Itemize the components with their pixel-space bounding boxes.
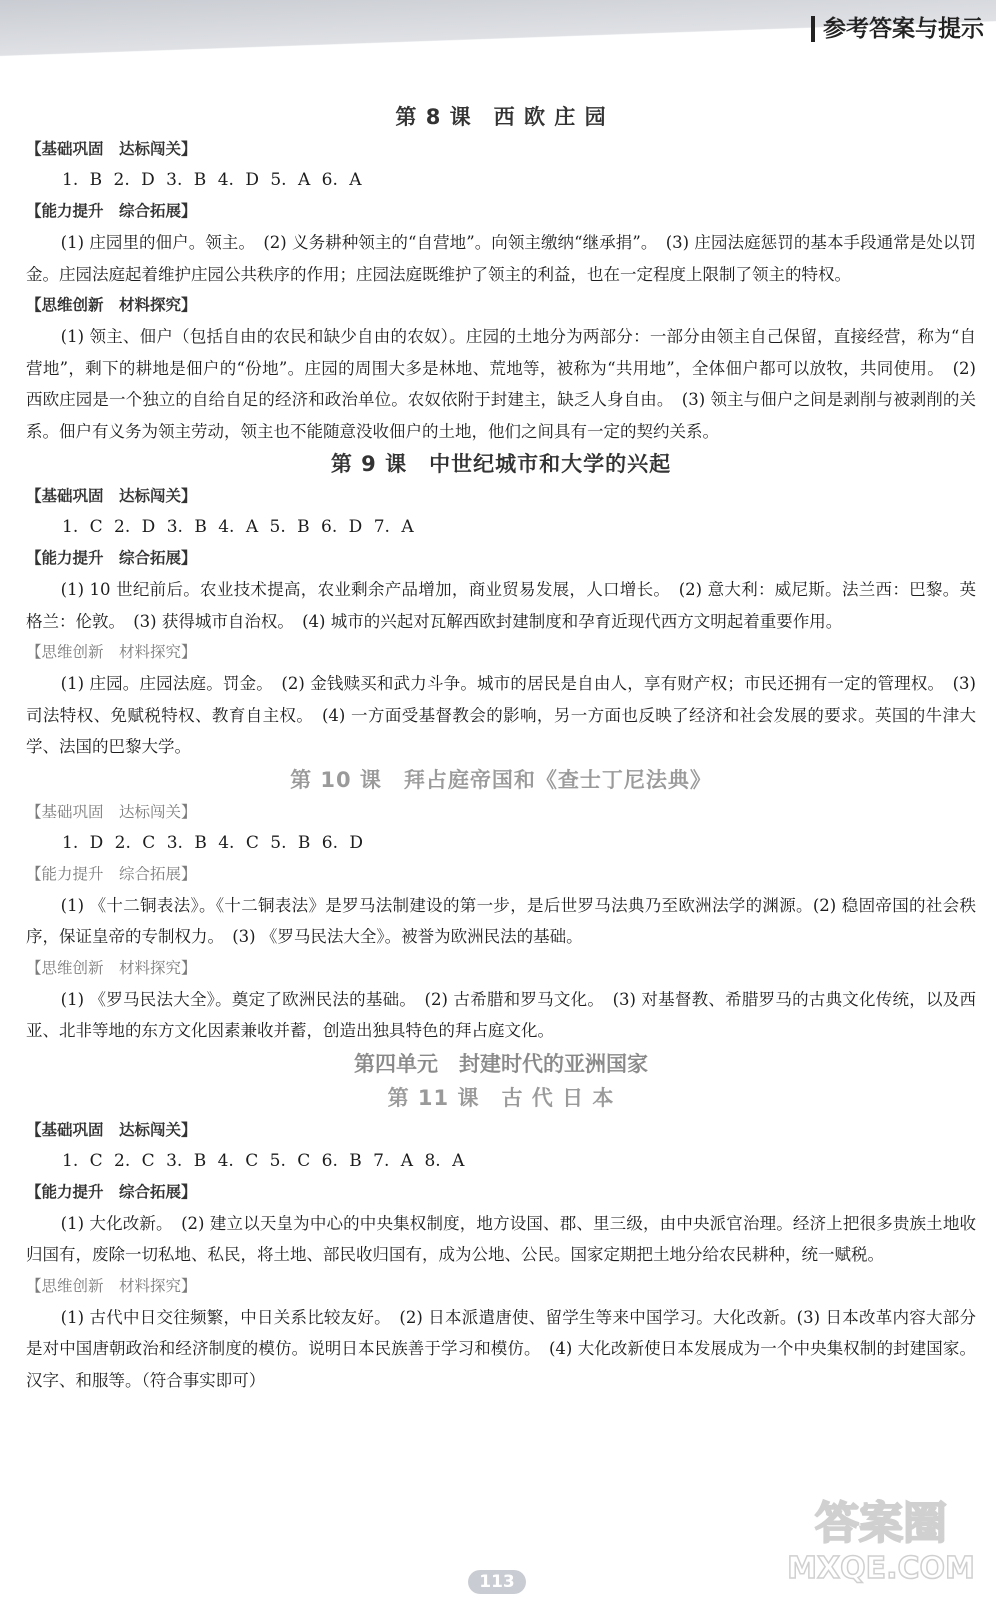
section-label: 【思维创新 材料探究】 — [26, 296, 197, 314]
watermark-text: 答案圈 — [815, 1498, 947, 1549]
answer-paragraph: (1) 庄园里的佃户。领主。 (2) 义务耕种领主的“自营地”。向领主缴纳“继承捐”。 (3) 庄园法庭惩罚的基本手段通常是处以罚金。庄园法庭起着维护庄园公共秩序的作用；庄园法庭既维护了领主的利益，也在一定程度上限制了领主的特权。 — [26, 233, 976, 284]
answer-paragraph: (1) 古代中日交往频繁，中日关系比较友好。 (2) 日本派遣唐使、留学生等来中国学习。大化改新。(3) 日本改革内容大部分是对中国唐朝政治和经济制度的模仿。说明日本民族善于学习和模仿。 (4) 大化改新使日本发展成为一个中央集权制的封建国家。汉字、和服等。（符合事实即可） — [26, 1307, 976, 1390]
section-label: 【能力提升 综合拓展】 — [26, 864, 197, 883]
header-banner — [0, 0, 996, 66]
lesson-11-title: 第 11 课 古 代 日 本 — [387, 1085, 615, 1110]
section-label: 【基础巩固 达标闯关】 — [26, 1120, 197, 1139]
unit-4-title: 第四单元 封建时代的亚洲国家 — [354, 1051, 648, 1076]
choice-answers: 1. D 2. C 3. B 4. C 5. B 6. D — [62, 832, 364, 853]
section-label: 【思维创新 材料探究】 — [26, 643, 197, 661]
choice-answers: 1. C 2. C 3. B 4. C 5. C 6. B 7. A 8. A — [62, 1150, 465, 1171]
section-label: 【能力提升 综合拓展】 — [26, 202, 197, 220]
section-label: 【基础巩固 达标闯关】 — [26, 802, 197, 821]
answer-paragraph: (1) 10 世纪前后。农业技术提高，农业剩余产品增加，商业贸易发展，人口增长。 (2) 意大利：威尼斯。法兰西：巴黎。英格兰：伦敦。 (3) 获得城市自治权。 (4) 城市的兴起对瓦解西欧封建制度和孕育近现代西方文明起着重要作用。 — [26, 580, 976, 631]
watermark-url: MXQE.COM — [787, 1551, 975, 1586]
watermark-logo — [776, 1480, 986, 1590]
answer-paragraph: (1) 大化改新。 (2) 建立以天皇为中心的中央集权制度，地方设国、郡、里三级，由中央派官治理。经济上把很多贵族土地收归国有，废除一切私地、私民，将土地、部民收归国有，成为公地、公民。国家定期把土地分给农民耕种，统一赋税。 — [26, 1213, 976, 1264]
answer-content — [26, 100, 976, 1396]
choice-answers: 1. B 2. D 3. B 4. D 5. A 6. A — [62, 170, 362, 190]
section-label: 【思维创新 材料探究】 — [26, 958, 197, 977]
answer-paragraph: (1) 《十二铜表法》。《十二铜表法》是罗马法制建设的第一步，是后世罗马法典乃至欧洲法学的渊源。(2) 稳固帝国的社会秩序，保证皇帝的专制权力。 (3) 《罗马民法大全》。被誉为欧洲民法的基础。 — [26, 895, 976, 946]
answer-paragraph: (1) 领主、佃户（包括自由的农民和缺少自由的农奴）。庄园的土地分为两部分：一部分由领主自己保留，直接经营，称为“自营地”，剩下的耕地是佃户的“份地”。庄园的周围大多是林地、荒地等，被称为“共用地”，全体佃户都可以放牧，共同使用。 (2) 西欧庄园是一个独立的自给自足的经济和政治单位。农奴依附于封建主，缺乏人身自由。 (3) 领主与佃户之间是剥削与被剥削的关系。佃户有义务为领主劳动，领主也不能随意没收佃户的土地，他们之间具有一定的契约关系。 — [26, 327, 976, 441]
section-label: 【基础巩固 达标闯关】 — [26, 487, 197, 505]
section-label: 【基础巩固 达标闯关】 — [26, 140, 197, 158]
lesson-9-title: 第 9 课 中世纪城市和大学的兴起 — [330, 452, 672, 476]
page-number: 113 — [468, 1570, 526, 1594]
answer-paragraph: (1) 《罗马民法大全》。奠定了欧洲民法的基础。 (2) 古希腊和罗马文化。 (3) 对基督教、希腊罗马的古典文化传统，以及西亚、北非等地的东方文化因素兼收并蓄，创造出独具特色的拜占庭文化。 — [26, 989, 976, 1040]
header-title: 参考答案与提示 — [811, 16, 984, 42]
section-label: 【思维创新 材料探究】 — [26, 1276, 197, 1295]
choice-answers: 1. C 2. D 3. B 4. A 5. B 6. D 7. A — [62, 517, 414, 537]
lesson-8-title: 第 8 课 西 欧 庄 园 — [395, 105, 607, 129]
section-label: 【能力提升 综合拓展】 — [26, 549, 197, 567]
lesson-10-title: 第 10 课 拜占庭帝国和《查士丁尼法典》 — [290, 767, 712, 792]
section-label: 【能力提升 综合拓展】 — [26, 1182, 197, 1201]
answer-paragraph: (1) 庄园。庄园法庭。罚金。 (2) 金钱赎买和武力斗争。城市的居民是自由人，享有财产权；市民还拥有一定的管理权。 (3) 司法特权、免赋税特权、教育自主权。 (4) 一方面受基督教会的影响，另一方面也反映了经济和社会发展的要求。英国的牛津大学、法国的巴黎大学。 — [26, 674, 976, 756]
